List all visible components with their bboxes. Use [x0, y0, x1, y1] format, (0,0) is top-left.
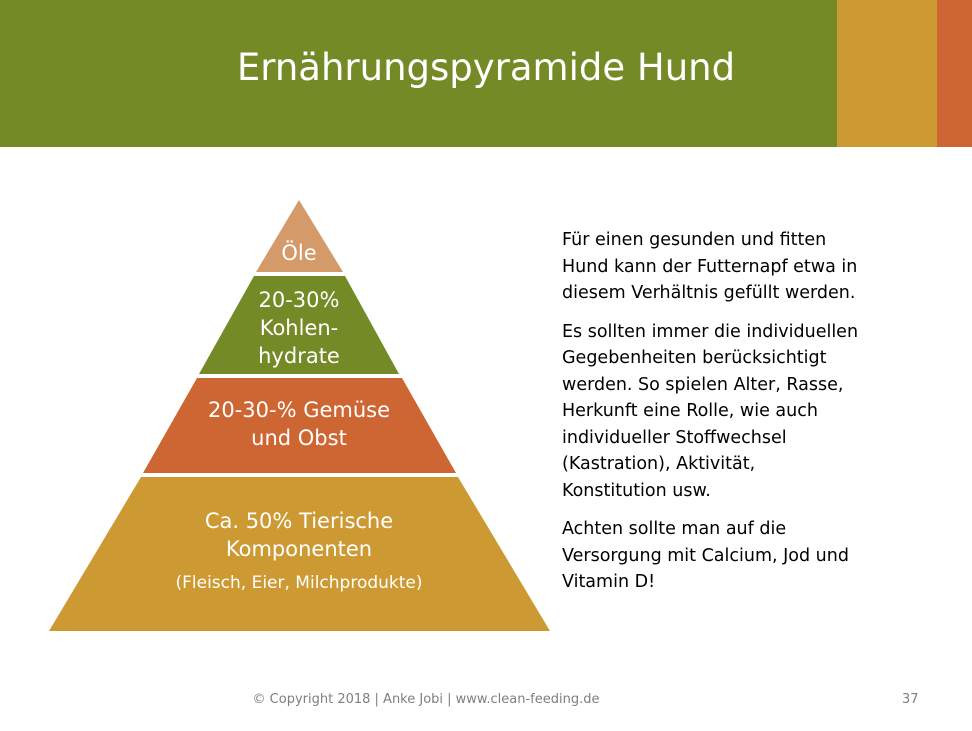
footer-copyright: © Copyright 2018 | Anke Jobi | www.clean-feeding.de	[252, 692, 600, 707]
pyramid-label-carbs-line: Kohlen-	[259, 316, 339, 340]
pyramid-label-vegetables	[179, 396, 419, 452]
pyramid-label-carbs-line: 20-30%	[258, 288, 340, 312]
pyramid-label-animal	[129, 507, 469, 594]
paragraph-supply: Achten sollte man auf die Versorgung mit Calcium, Jod und Vitamin D!	[562, 519, 849, 592]
pyramid-label-carbs-line: hydrate	[258, 344, 340, 368]
pyramid-label-vegetables-line: und Obst	[251, 426, 347, 450]
paragraph-intro: Für einen gesunden und fitten Hund kann der Futternapf etwa in diesem Verhältnis gefüllt werden.	[562, 230, 858, 303]
page-number: 37	[902, 692, 919, 707]
slide-title: Ernährungspyramide Hund	[236, 46, 736, 89]
pyramid-label-carbs	[219, 286, 379, 370]
pyramid-label-animal-line: Komponenten	[225, 537, 373, 561]
pyramid-label-oils: Öle	[281, 241, 317, 265]
explanation-text	[562, 227, 862, 608]
pyramid-label-vegetables-line: 20-30-% Gemüse	[207, 398, 391, 422]
pyramid-label-animal-sublabel: (Fleisch, Eier, Milchprodukte)	[175, 573, 423, 593]
pyramid-label-animal-line: Ca. 50% Tierische	[204, 509, 394, 533]
paragraph-individual: Es sollten immer die individuellen Gegebenheiten berücksichtigt werden. So spielen Alter, Rasse, Herkunft eine Rolle, wie auch individueller Stoffwechsel (Kastration), Aktivität, Konstitution usw.	[562, 321, 859, 501]
